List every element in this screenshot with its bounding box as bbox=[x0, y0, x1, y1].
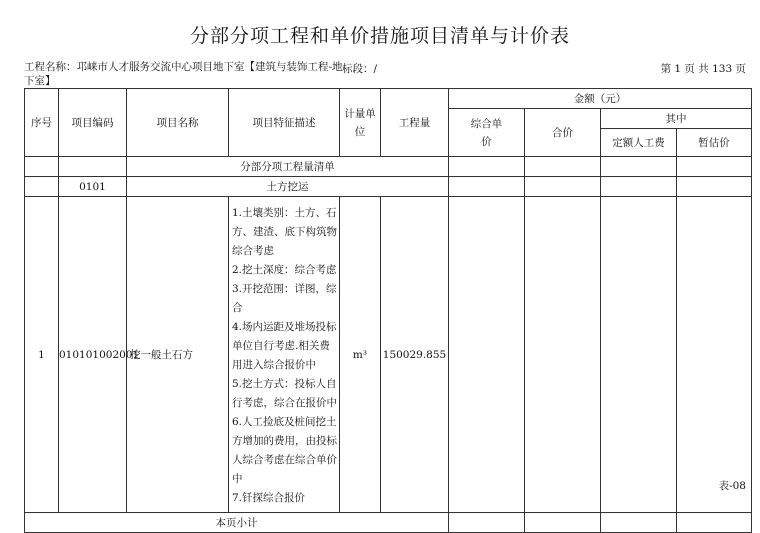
pricing-table bbox=[24, 88, 752, 533]
blank-cell bbox=[677, 157, 752, 177]
header-amount: 金额（元） bbox=[449, 89, 752, 109]
header-unit-price: 综合单价 bbox=[449, 109, 525, 157]
feature-line: 2.挖土深度：综合考虑 bbox=[232, 264, 337, 276]
group-name: 土方挖运 bbox=[127, 177, 449, 197]
feature-line: 1.土壤类别：土方、石方、建渣、底下构筑物综合考虑 bbox=[232, 207, 337, 257]
blank-cell bbox=[601, 177, 677, 197]
header-code: 项目编码 bbox=[59, 89, 127, 157]
item-name: 挖一般土石方 bbox=[127, 197, 229, 513]
item-labor bbox=[601, 197, 677, 513]
header-provisional: 暂估价 bbox=[677, 129, 752, 157]
item-seq: 1 bbox=[25, 197, 59, 513]
item-total bbox=[525, 197, 601, 513]
page-info: 第 1 页 共 133 页 bbox=[660, 63, 746, 75]
header-total: 合价 bbox=[525, 109, 601, 157]
blank-cell bbox=[677, 177, 752, 197]
feature-line: 4.场内运距及堆场投标单位自行考虑.相关费用进入综合报价中 bbox=[232, 321, 337, 371]
table-row bbox=[25, 197, 752, 513]
header-name: 项目名称 bbox=[127, 89, 229, 157]
section-label: 标段：/ bbox=[342, 63, 378, 75]
blank-cell bbox=[449, 157, 525, 177]
feature-line: 5.挖土方式：投标人自行考虑，综合在报价中 bbox=[232, 378, 337, 409]
blank-cell bbox=[525, 177, 601, 197]
feature-line: 3.开挖范围：详图，综合 bbox=[232, 283, 337, 314]
header-unit: 计量单位 bbox=[340, 89, 381, 157]
header-seq: 序号 bbox=[25, 89, 59, 157]
subtotal-unit-price bbox=[449, 513, 525, 533]
item-unit-price bbox=[449, 197, 525, 513]
header-features: 项目特征描述 bbox=[229, 89, 340, 157]
header-quantity: 工程量 bbox=[381, 89, 449, 157]
form-number: 表-08 bbox=[718, 480, 746, 492]
blank-cell bbox=[525, 157, 601, 177]
item-features bbox=[229, 197, 340, 513]
header-labor: 定额人工费 bbox=[601, 129, 677, 157]
blank-cell bbox=[601, 157, 677, 177]
item-code: 010101002001 bbox=[59, 197, 127, 513]
blank-cell bbox=[449, 177, 525, 197]
group-code: 0101 bbox=[59, 177, 127, 197]
section-row-label: 分部分项工程量清单 bbox=[127, 157, 449, 177]
subtotal-total bbox=[525, 513, 601, 533]
subtotal-labor bbox=[601, 513, 677, 533]
blank-cell bbox=[25, 177, 59, 197]
blank-cell bbox=[59, 157, 127, 177]
subtotal-label: 本页小计 bbox=[25, 513, 449, 533]
header-of-which: 其中 bbox=[601, 109, 752, 129]
item-unit: m³ bbox=[340, 197, 381, 513]
feature-line: 6.人工捡底及桩间挖土方增加的费用，由投标人综合考虑在综合单价中 bbox=[232, 416, 337, 485]
blank-cell bbox=[25, 157, 59, 177]
item-provisional bbox=[677, 197, 752, 513]
project-name: 工程名称：邛崃市人才服务交流中心项目地下室【建筑与装饰工程-地下室】 bbox=[24, 61, 343, 87]
page-title: 分部分项工程和单价措施项目清单与计价表 bbox=[189, 25, 570, 47]
feature-line: 7.钎探综合报价 bbox=[232, 492, 306, 504]
item-quantity: 150029.855 bbox=[381, 197, 449, 513]
subtotal-provisional bbox=[677, 513, 752, 533]
